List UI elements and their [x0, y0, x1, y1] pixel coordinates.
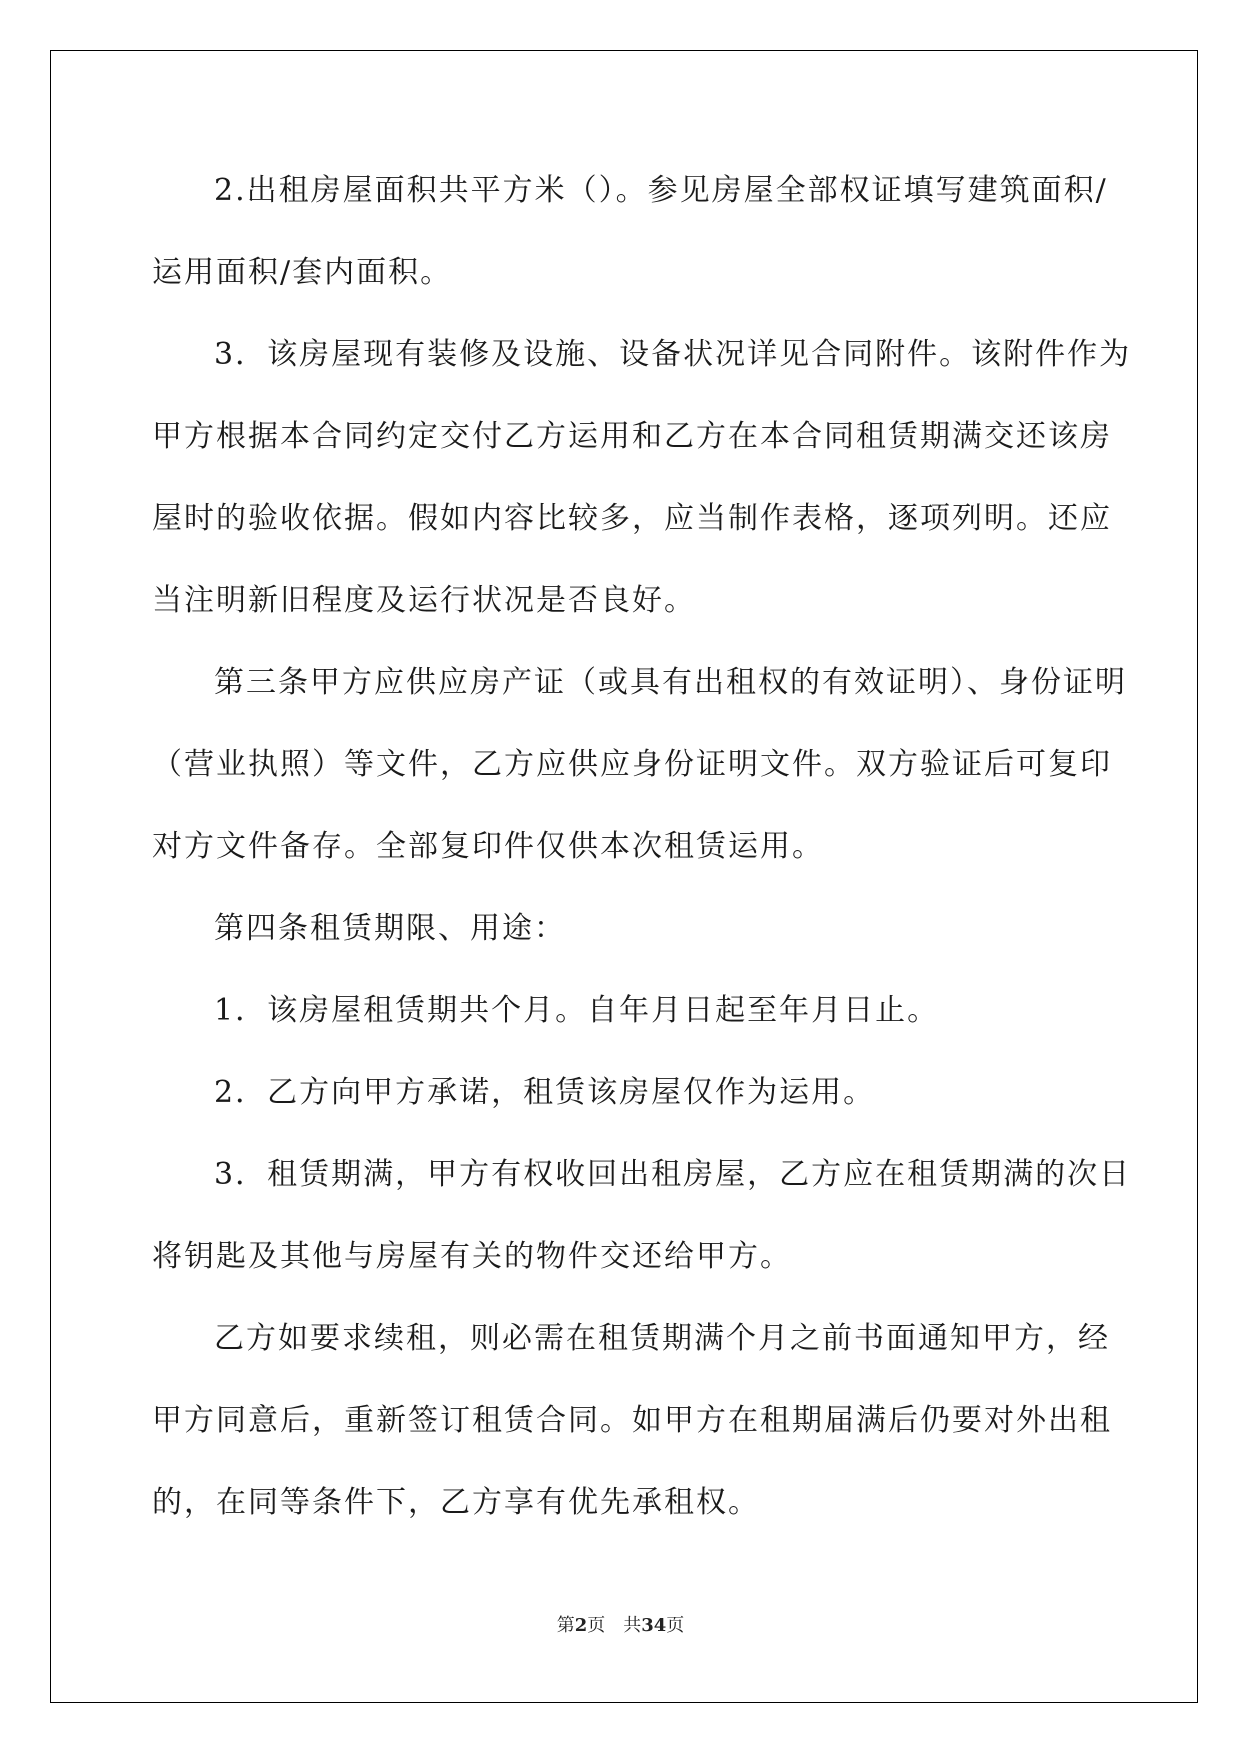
paragraph-line: 甲方根据本合同约定交付乙方运用和乙方在本合同租赁期满交还该房	[152, 419, 1112, 454]
paragraph-line: 甲方同意后，重新签订租赁合同。如甲方在租期届满后仍要对外出租	[152, 1403, 1112, 1438]
paragraph-line: 2．乙方向甲方承诺，租赁该房屋仅作为运用。	[214, 1075, 876, 1110]
paragraph-line: （营业执照）等文件，乙方应供应身份证明文件。双方验证后可复印	[152, 747, 1112, 782]
paragraph-line: 1．该房屋租赁期共个月。自年月日起至年月日止。	[214, 993, 940, 1028]
paragraph-line: 将钥匙及其他与房屋有关的物件交还给甲方。	[152, 1239, 792, 1274]
page-suffix: 页	[587, 1615, 606, 1636]
page-number: 2	[574, 1615, 588, 1636]
paragraph-line: 3．租赁期满，甲方有权收回出租房屋，乙方应在租赁期满的次日	[214, 1157, 1132, 1192]
paragraph-line: 运用面积/套内面积。	[152, 255, 453, 290]
page-prefix: 第	[556, 1615, 575, 1636]
paragraph-line: 屋时的验收依据。假如内容比较多，应当制作表格，逐项列明。还应	[152, 501, 1112, 536]
paragraph-line: 第三条甲方应供应房产证（或具有出租权的有效证明）、身份证明	[214, 665, 1127, 700]
paragraph-line: 乙方如要求续租，则必需在租赁期满个月之前书面通知甲方，经	[214, 1321, 1110, 1356]
document-body	[152, 165, 1132, 1559]
paragraph-line: 当注明新旧程度及运行状况是否良好。	[152, 583, 696, 618]
paragraph-line: 的，在同等条件下，乙方享有优先承租权。	[152, 1485, 760, 1520]
total-prefix: 共	[623, 1615, 642, 1636]
paragraph-line: 对方文件备存。全部复印件仅供本次租赁运用。	[152, 829, 824, 864]
paragraph-line: 3．该房屋现有装修及设施、设备状况详见合同附件。该附件作为	[214, 337, 1132, 372]
total-pages: 34	[641, 1615, 667, 1636]
paragraph-line: 2.出租房屋面积共平方米（）。参见房屋全部权证填写建筑面积/	[214, 173, 1108, 208]
paragraph-line: 第四条租赁期限、用途：	[214, 911, 566, 946]
page-footer	[0, 1611, 1241, 1637]
total-suffix: 页	[666, 1615, 685, 1636]
